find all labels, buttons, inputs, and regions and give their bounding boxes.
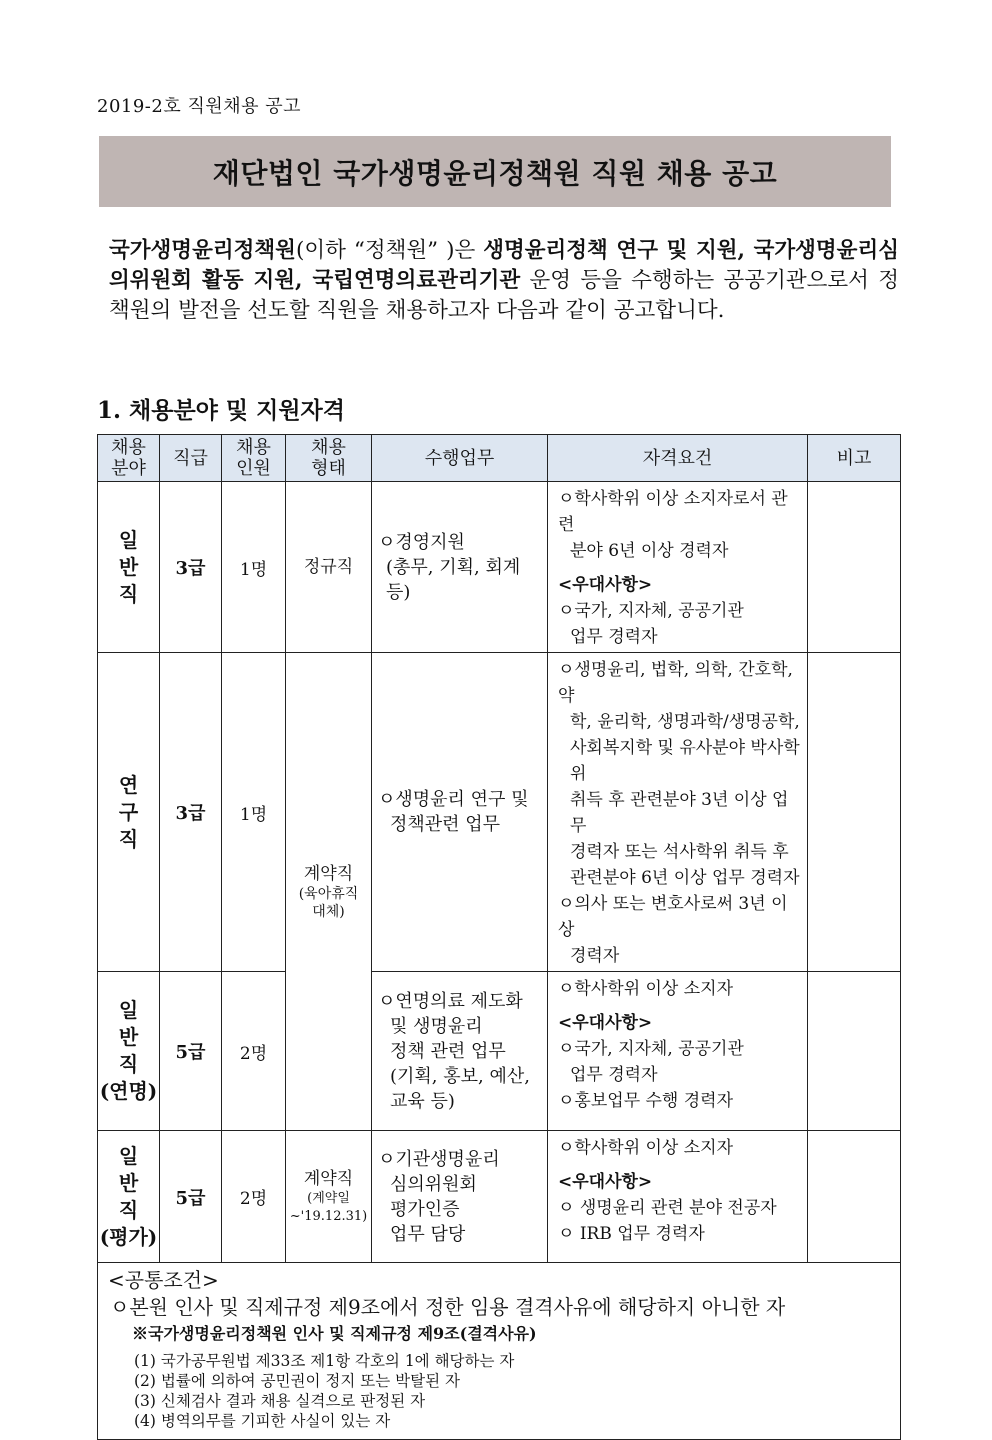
qual-line: ㅇ학사학위 이상 소지자 <box>558 979 734 999</box>
duty-line: 정책 관련 업무 <box>390 1040 506 1062</box>
qualification-cell <box>548 972 808 1131</box>
qual-line: 관련분야 6년 이상 업무 경력자 <box>570 868 800 888</box>
notice-number: 2019-2호 직원채용 공고 <box>97 96 302 117</box>
grade-cell: 3급 <box>160 653 222 972</box>
page-title: 재단법인 국가생명윤리정책원 직원 채용 공고 <box>212 156 778 190</box>
duty-cell <box>372 482 548 653</box>
field-cell: 일 반 직 <box>98 482 160 653</box>
type-note: (육아휴직 대체) <box>298 885 359 920</box>
field-cell: 일 반 직 (평가) <box>98 1131 160 1263</box>
duty-cell <box>372 972 548 1131</box>
qualification-cell <box>548 653 808 972</box>
pref-line: ㅇ홍보업무 수행 경력자 <box>558 1091 734 1111</box>
count-cell: 1명 <box>222 653 286 972</box>
common-heading: <공통조건> <box>108 1268 219 1292</box>
common-conditions-row <box>98 1263 901 1440</box>
preference-label: <우대사항> <box>558 1013 653 1033</box>
type-label: 계약직 <box>303 863 354 884</box>
intro-text-b: 운영 등을 수행하는 공공기관으로서 정책원의 발전을 선도할 직원을 채용하고자 다음과 같이 공고합니다. <box>109 268 899 323</box>
duty-cell <box>372 653 548 972</box>
duty-line: ㅇ기관생명윤리 <box>378 1148 500 1170</box>
duty-line: (기획, 홍보, 예산, <box>390 1065 530 1087</box>
preference-label: <우대사항> <box>558 575 653 595</box>
header-field: 채용 분야 <box>98 435 160 482</box>
regulation-reference: ※국가생명윤리정책원 인사 및 직제규정 제9조(결격사유) <box>132 1324 537 1343</box>
type-cell: 정규직 <box>286 482 372 653</box>
duty-line: ㅇ연명의료 제도화 <box>378 990 523 1012</box>
header-qualification: 자격요건 <box>548 435 808 482</box>
common-conditions-cell <box>98 1263 901 1440</box>
intro-org-name: 국가생명윤리정책원 <box>109 238 296 263</box>
disqualification-item: (3) 신체검사 결과 채용 실격으로 판정된 자 <box>134 1392 426 1410</box>
note-cell <box>808 653 901 972</box>
duty-line: 심의위원회 <box>390 1173 477 1195</box>
table-row <box>98 1131 901 1263</box>
field-cell: 연 구 직 <box>98 653 160 972</box>
preference-label: <우대사항> <box>558 1172 653 1192</box>
intro-paragraph <box>109 236 899 326</box>
grade-cell: 5급 <box>160 1131 222 1263</box>
type-cell <box>286 1131 372 1263</box>
header-count: 채용 인원 <box>222 435 286 482</box>
header-type: 채용 형태 <box>286 435 372 482</box>
qual-line: 취득 후 관련분야 3년 이상 업무 <box>570 790 789 836</box>
qual-line: 분야 6년 이상 경력자 <box>570 541 729 561</box>
duty-line: (총무, 기획, 회계 등) <box>386 556 521 603</box>
table-header-row <box>98 435 901 482</box>
header-note: 비고 <box>808 435 901 482</box>
duty-cell <box>372 1131 548 1263</box>
title-banner <box>99 136 891 207</box>
qual-line: ㅇ학사학위 이상 소지자 <box>558 1138 734 1158</box>
note-cell <box>808 972 901 1131</box>
qual-line: ㅇ생명윤리, 법학, 의학, 간호학, 약 <box>558 660 793 706</box>
duty-line: 및 생명윤리 <box>390 1015 483 1037</box>
type-cell-shared <box>286 653 372 1131</box>
count-cell: 2명 <box>222 972 286 1131</box>
table-row <box>98 972 901 1131</box>
qual-line: 경력자 또는 석사학위 취득 후 <box>570 842 789 862</box>
duty-line: 정책관련 업무 <box>390 814 501 835</box>
note-cell <box>808 482 901 653</box>
grade-cell: 3급 <box>160 482 222 653</box>
qual-line: 경력자 <box>570 946 620 966</box>
type-label: 계약직 <box>303 1168 354 1189</box>
duty-line: ㅇ경영지원 <box>378 531 465 553</box>
intro-duties-bold: 생명윤리정책 연구 및 지원, 국가생명윤리심의위원회 활동 지원, 국립연명의료관리기관 <box>109 238 899 293</box>
grade-cell: 5급 <box>160 972 222 1131</box>
disqualification-item: (2) 법률에 의하여 공민권이 정지 또는 박탈된 자 <box>134 1372 460 1390</box>
pref-line: 업무 경력자 <box>570 627 658 647</box>
disqualification-item: (4) 병역의무를 기피한 사실이 있는 자 <box>134 1412 391 1430</box>
header-grade: 직급 <box>160 435 222 482</box>
count-cell: 1명 <box>222 482 286 653</box>
section-title: 1. 채용분야 및 지원자격 <box>97 397 345 424</box>
common-line: ㅇ본원 인사 및 직제규정 제9조에서 정한 임용 결격사유에 해당하지 아니한 자 <box>110 1295 786 1319</box>
count-cell: 2명 <box>222 1131 286 1263</box>
qual-line: ㅇ학사학위 이상 소지자로서 관련 <box>558 489 788 535</box>
note-cell <box>808 1131 901 1263</box>
duty-line: 업무 담당 <box>390 1223 466 1245</box>
table-row <box>98 482 901 653</box>
duty-line: 평가인증 <box>390 1198 460 1220</box>
duty-line: ㅇ생명윤리 연구 및 <box>378 789 529 810</box>
qual-line: 학, 윤리학, 생명과학/생명공학, <box>570 712 800 732</box>
qualification-cell <box>548 1131 808 1263</box>
pref-line: ㅇ국가, 지자체, 공공기관 <box>558 601 744 621</box>
qual-line: 사회복지학 및 유사분야 박사학위 <box>570 738 800 784</box>
table-row <box>98 653 901 972</box>
pref-line: ㅇ국가, 지자체, 공공기관 <box>558 1039 744 1059</box>
field-cell: 일 반 직 (연명) <box>98 972 160 1131</box>
header-duty: 수행업무 <box>372 435 548 482</box>
type-note: (계약일 ~'19.12.31) <box>289 1190 368 1224</box>
pref-line: 업무 경력자 <box>570 1065 658 1085</box>
pref-line: ㅇ 생명윤리 관련 분야 전공자 <box>558 1198 777 1218</box>
qual-line: ㅇ의사 또는 변호사로써 3년 이상 <box>558 894 788 940</box>
qualification-cell <box>548 482 808 653</box>
disqualification-item: (1) 국가공무원법 제33조 제1항 각호의 1에 해당하는 자 <box>134 1352 515 1370</box>
intro-text-a: (이하 “정책원” )은 <box>295 238 484 263</box>
duty-line: 교육 등) <box>390 1090 455 1112</box>
pref-line: ㅇ IRB 업무 경력자 <box>558 1224 705 1244</box>
recruitment-table <box>97 434 901 1440</box>
